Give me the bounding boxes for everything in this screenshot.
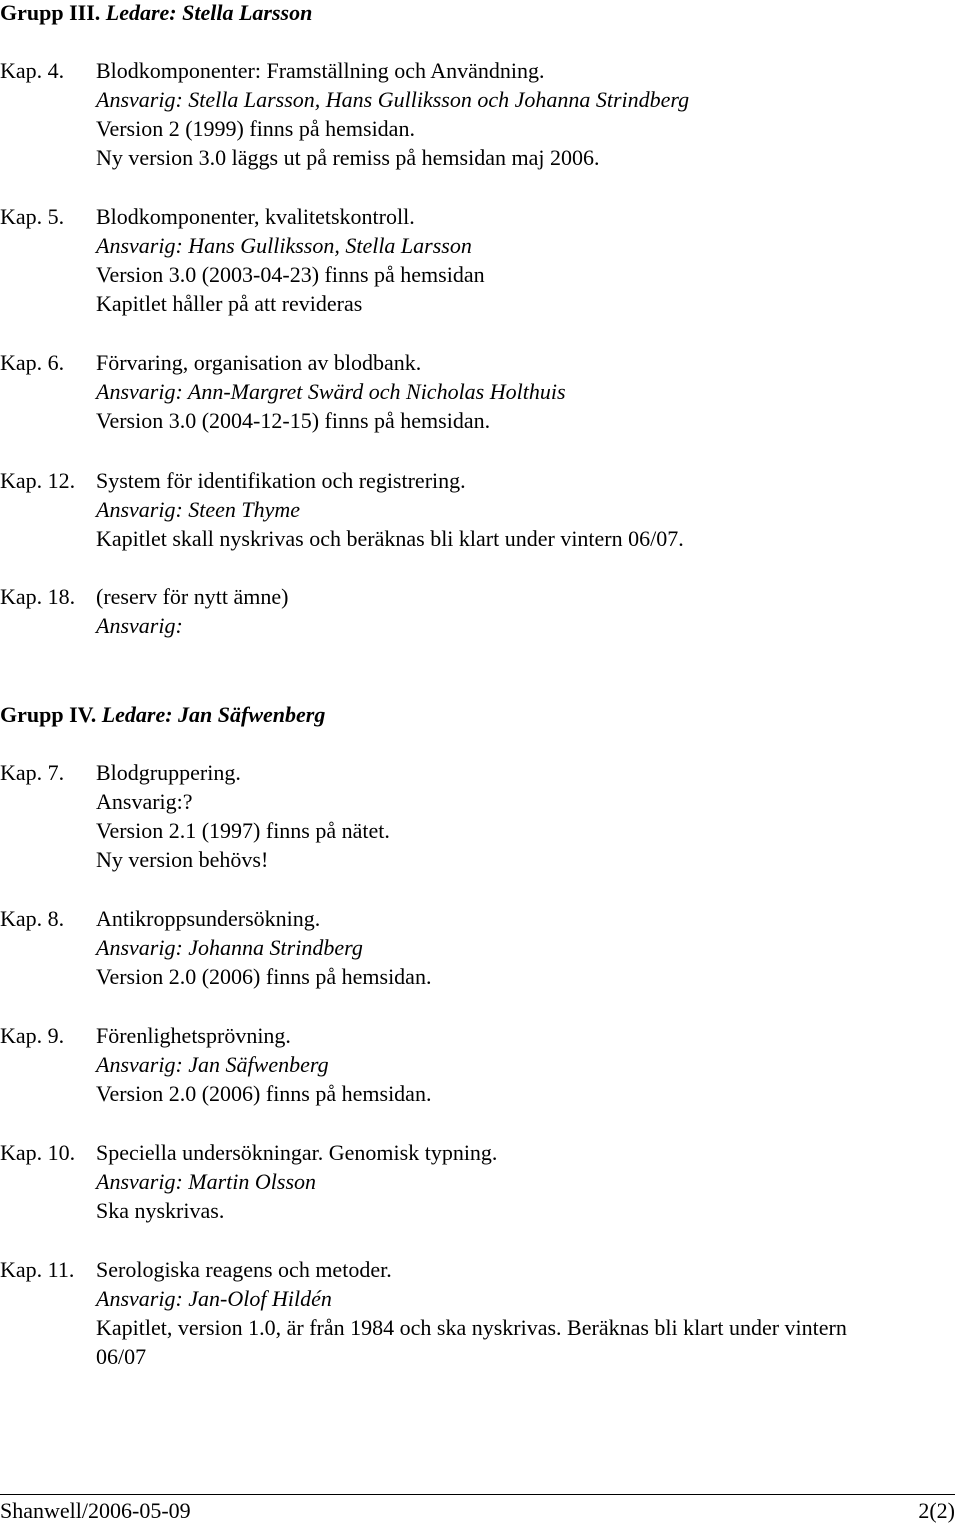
footer-author-date: Shanwell/2006-05-09 [0,1498,191,1523]
chapter-number: Kap. 9. [0,1023,65,1048]
chapter-number: Kap. 12. [0,468,76,493]
responsible-label: Ansvarig: [96,789,183,814]
chapter-title: Antikroppsundersökning. [96,906,321,931]
responsible-name: Hans Gulliksson, Stella Larsson [188,233,472,258]
chapter-responsible [96,933,896,962]
chapter-number: Kap. 4. [0,58,65,83]
chapter-note: Kapitlet skall nyskrivas och beräknas bli klart under vintern 06/07. [96,526,684,551]
responsible-label: Ansvarig: [96,497,183,522]
responsible-name: Ann-Margret Swärd och Nicholas Holthuis [187,379,566,404]
chapter-note: Version 2.0 (2006) finns på hemsidan. [96,964,432,989]
chapter-number: Kap. 8. [0,906,65,931]
group-leader: Ledare: Jan Säfwenberg [101,702,326,727]
chapter-number: Kap. 18. [0,584,76,609]
chapter-title: Förenlighetsprövning. [96,1023,291,1048]
chapter-note: Ny version behövs! [96,847,269,872]
chapter-responsible [96,1167,896,1196]
responsible-label: Ansvarig: [96,1286,183,1311]
chapter-note: Version 2 (1999) finns på hemsidan. [96,116,415,141]
page-number: 2(2) [918,1498,955,1523]
chapter-title: Förvaring, organisation av blodbank. [96,350,422,375]
group-name: Grupp IV. [0,702,97,727]
group-name: Grupp III. [0,0,101,25]
responsible-name: Stella Larsson, Hans Gulliksson och Johanna Strindberg [188,87,690,112]
responsible-name: Johanna Strindberg [188,935,363,960]
group-heading [0,700,325,729]
chapter-note: Version 3.0 (2003-04-23) finns på hemsidan [96,262,485,287]
chapter-title: Speciella undersökningar. Genomisk typning. [96,1140,498,1165]
responsible-name: Jan-Olof Hildén [188,1286,332,1311]
chapter-number: Kap. 5. [0,204,65,229]
chapter-responsible [96,495,896,524]
responsible-name: Martin Olsson [188,1169,317,1194]
chapter-number: Kap. 7. [0,760,65,785]
responsible-label: Ansvarig: [96,87,183,112]
responsible-label: Ansvarig: [96,613,183,638]
chapter-responsible [96,1284,896,1313]
chapter-note: Version 3.0 (2004-12-15) finns på hemsidan. [96,408,491,433]
chapter-title: System för identifikation och registrering. [96,468,466,493]
chapter-number: Kap. 10. [0,1140,76,1165]
chapter-note: Kapitlet, version 1.0, är från 1984 och ska nyskrivas. Beräknas bli klart under vintern 06/07 [96,1315,847,1369]
responsible-label: Ansvarig: [96,1169,183,1194]
chapter-responsible [96,377,896,406]
responsible-label: Ansvarig: [96,379,183,404]
responsible-label: Ansvarig: [96,1052,183,1077]
chapter-responsible [96,787,896,816]
page-footer [0,1494,955,1525]
chapter-responsible [96,1050,896,1079]
chapter-title: Serologiska reagens och metoder. [96,1257,392,1282]
chapter-title: Blodgruppering. [96,760,241,785]
responsible-name: ? [182,789,193,814]
chapter-note: Ska nyskrivas. [96,1198,225,1223]
responsible-label: Ansvarig: [96,233,183,258]
chapter-note: Ny version 3.0 läggs ut på remiss på hemsidan maj 2006. [96,145,600,170]
responsible-name: Jan Säfwenberg [188,1052,329,1077]
chapter-note: Kapitlet håller på att revideras [96,291,363,316]
chapter-number: Kap. 11. [0,1257,75,1282]
chapter-responsible [96,85,896,114]
chapter-responsible [96,231,896,260]
chapter-title: Blodkomponenter, kvalitetskontroll. [96,204,415,229]
chapter-note: Version 2.1 (1997) finns på nätet. [96,818,390,843]
chapter-note: Version 2.0 (2006) finns på hemsidan. [96,1081,432,1106]
group-heading [0,0,312,27]
chapter-responsible [96,611,896,640]
chapter-number: Kap. 6. [0,350,65,375]
chapter-title: (reserv för nytt ämne) [96,584,289,609]
responsible-name: Steen Thyme [188,497,301,522]
group-leader: Ledare: Stella Larsson [105,0,313,25]
chapter-title: Blodkomponenter: Framställning och Användning. [96,58,545,83]
responsible-label: Ansvarig: [96,935,183,960]
